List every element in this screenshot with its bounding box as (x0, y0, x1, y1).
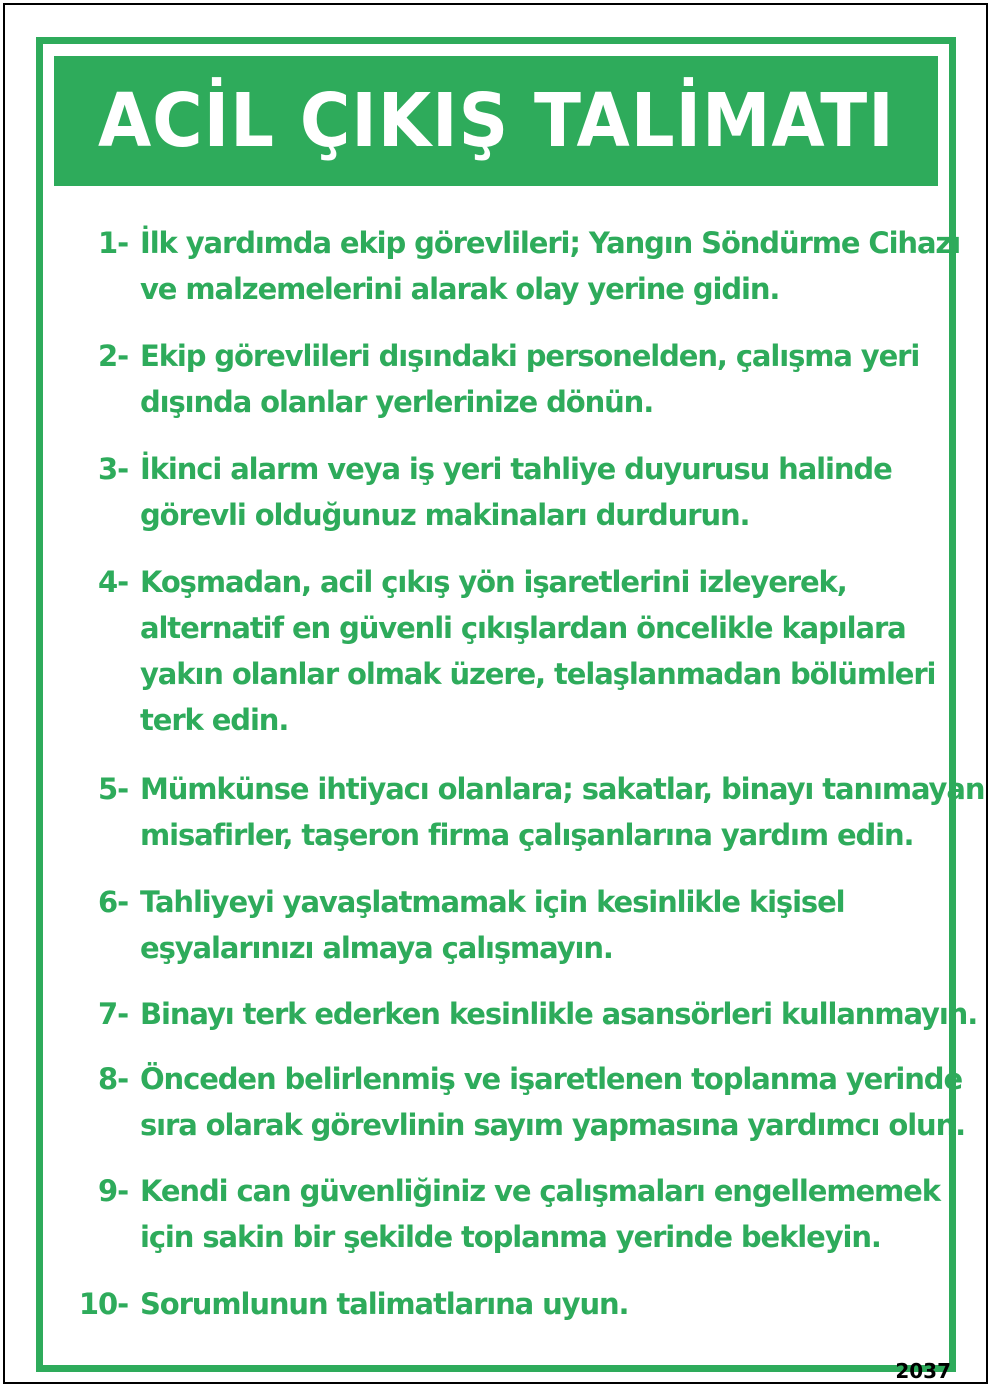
instruction-number: 9- (97, 1174, 128, 1208)
instruction-number: 8- (97, 1062, 128, 1096)
instruction-line: görevli olduğunuz makinaları durdurun. (140, 498, 750, 532)
instruction-line: sıra olarak görevlinin sayım yapmasına yardımcı olun. (140, 1108, 966, 1142)
instruction-line: Mümkünse ihtiyacı olanlara; sakatlar, binayı tanımayan (140, 772, 985, 806)
title-banner (54, 56, 938, 186)
instruction-line: Koşmadan, acil çıkış yön işaretlerini izleyerek, (140, 565, 847, 599)
instruction-line: Sorumlunun talimatlarına uyun. (140, 1287, 629, 1321)
instruction-line: eşyalarınızı almaya çalışmayın. (140, 931, 613, 965)
instruction-number: 7- (97, 997, 128, 1031)
instruction-line: İlk yardımda ekip görevlileri; Yangın Söndürme Cihazı (140, 226, 961, 260)
instruction-item-6 (60, 879, 845, 971)
instruction-line: için sakin bir şekilde toplanma yerinde bekleyin. (140, 1220, 881, 1254)
instruction-line: Önceden belirlenmiş ve işaretlenen toplanma yerinde (140, 1062, 963, 1096)
sign-title: ACİL ÇIKIŞ TALİMATI (97, 78, 895, 164)
instruction-number: 10- (78, 1287, 128, 1321)
instruction-number: 2- (97, 339, 128, 373)
instruction-item-8 (60, 1056, 965, 1148)
instruction-item-9 (60, 1168, 940, 1260)
instruction-number: 4- (97, 565, 128, 599)
instruction-item-5 (60, 766, 984, 858)
instruction-item-2 (60, 333, 919, 425)
instruction-line: Kendi can güvenliğiniz ve çalışmaları engellememek (140, 1174, 940, 1208)
instruction-number: 1- (97, 226, 128, 260)
instruction-number: 5- (97, 772, 128, 806)
instruction-line: alternatif en güvenli çıkışlardan öncelikle kapılara (140, 611, 906, 645)
instruction-line: terk edin. (140, 703, 289, 737)
instruction-line: Ekip görevlileri dışındaki personelden, çalışma yeri (140, 339, 920, 373)
instruction-line: Binayı terk ederken kesinlikle asansörleri kullanmayın. (140, 997, 978, 1031)
instruction-line: yakın olanlar olmak üzere, telaşlanmadan bölümleri (140, 657, 936, 691)
instruction-item-4 (60, 559, 935, 743)
instruction-line: ve malzemelerini alarak olay yerine gidin. (140, 272, 780, 306)
instruction-item-1 (60, 220, 960, 312)
instruction-number: 3- (97, 452, 128, 486)
instruction-line: misafirler, taşeron firma çalışanlarına yardım edin. (140, 818, 914, 852)
instruction-item-3 (60, 446, 892, 538)
instruction-number: 6- (97, 885, 128, 919)
instruction-line: İkinci alarm veya iş yeri tahliye duyurusu halinde (140, 452, 892, 486)
instruction-item-10 (60, 1281, 628, 1327)
product-code: 2037 (895, 1359, 951, 1383)
instruction-item-7 (60, 991, 977, 1037)
instruction-line: dışında olanlar yerlerinize dönün. (140, 385, 654, 419)
instruction-line: Tahliyeyi yavaşlatmamak için kesinlikle kişisel (140, 885, 845, 919)
